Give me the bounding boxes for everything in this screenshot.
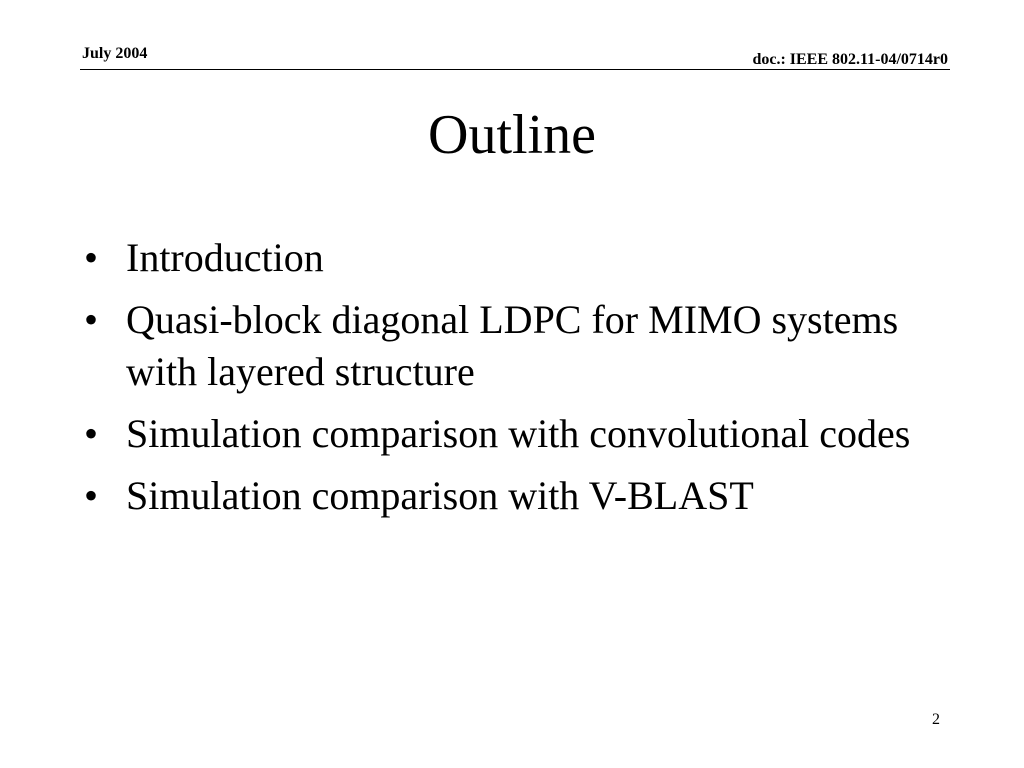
bullet-marker: • xyxy=(84,235,99,280)
bullet-marker: • xyxy=(84,297,99,342)
bullet-marker: • xyxy=(84,411,99,456)
slide-title: Outline xyxy=(428,104,596,166)
bullet-item-ldpc-mimo xyxy=(84,294,964,398)
bullet-item-convolutional xyxy=(84,408,964,460)
header-divider xyxy=(80,69,950,70)
bullet-text: Quasi-block diagonal LDPC for MIMO systems with layered structure xyxy=(126,297,899,394)
bullet-text: Simulation comparison with convolutional codes xyxy=(126,411,911,456)
header-doc-id: doc.: IEEE 802.11-04/0714r0 xyxy=(752,51,948,68)
bullet-list xyxy=(84,232,964,532)
bullet-text: Simulation comparison with V-BLAST xyxy=(126,473,754,518)
page-number: 2 xyxy=(932,711,940,728)
bullet-marker: • xyxy=(84,473,99,518)
bullet-item-introduction xyxy=(84,232,964,284)
bullet-text: Introduction xyxy=(126,235,324,280)
header-date: July 2004 xyxy=(82,45,148,62)
bullet-item-vblast xyxy=(84,470,964,522)
